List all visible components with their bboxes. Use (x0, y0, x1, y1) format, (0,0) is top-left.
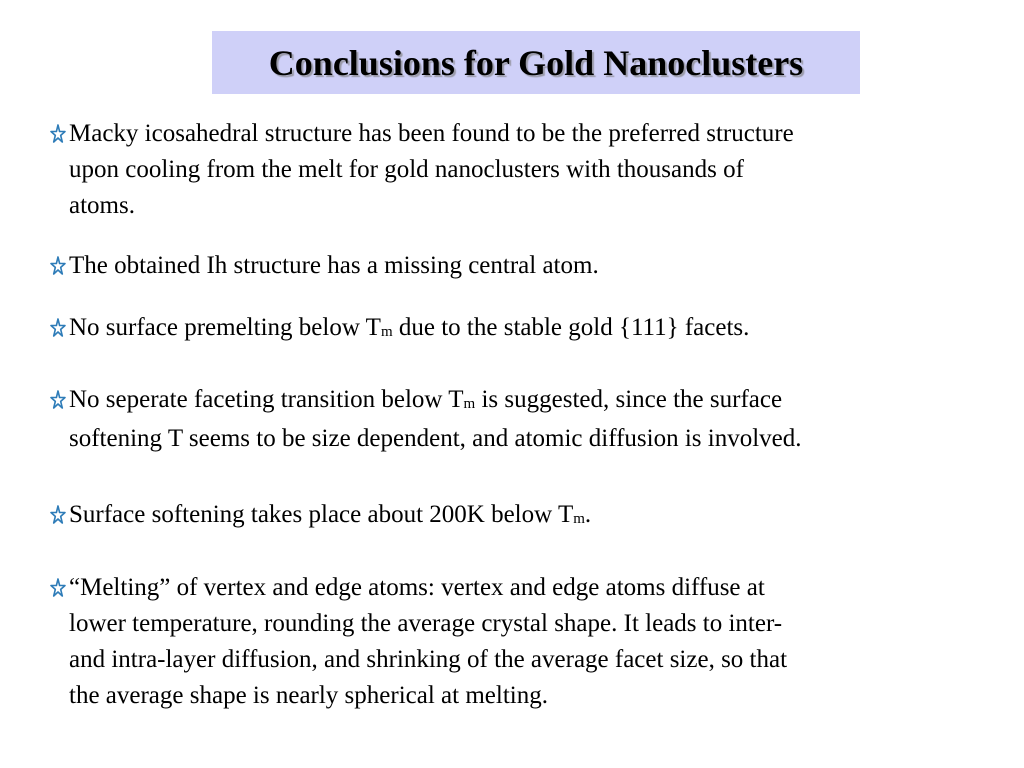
title-box (212, 31, 860, 94)
bullet-line (69, 310, 980, 349)
bullet-line: upon cooling from the melt for gold nanoclusters with thousands of (69, 156, 744, 183)
bullet-line: and intra-layer diffusion, and shrinking of the average facet size, so that (69, 646, 788, 673)
bullet-line: atoms. (69, 192, 135, 219)
bullet-text-part: No surface premelting below T (69, 314, 381, 341)
bullet-line: The obtained Ih structure has a missing central atom. (69, 252, 599, 279)
bullet-line (69, 382, 980, 421)
bullet-text (69, 310, 980, 349)
subscript: m (573, 511, 585, 527)
bullet-item (50, 382, 980, 457)
bullet-text-part: is suggested, since the surface (475, 386, 783, 413)
bullet-item (50, 116, 980, 224)
bullet-text (69, 248, 980, 284)
star-bullet-icon (50, 504, 66, 526)
bullet-text-part: . (584, 501, 592, 528)
star-bullet-icon (50, 317, 66, 339)
bullet-line: lower temperature, rounding the average crystal shape. It leads to inter- (69, 610, 783, 637)
star-bullet-icon (50, 123, 66, 145)
star-bullet-icon (50, 389, 66, 411)
star-bullet-icon (50, 255, 66, 277)
bullet-text-part: Surface softening takes place about 200K below T (69, 501, 574, 528)
bullet-line: “Melting” of vertex and edge atoms: vertex and edge atoms diffuse at (69, 574, 765, 601)
bullet-item (50, 310, 980, 349)
bullet-text-part: due to the stable gold {111} facets. (392, 314, 750, 341)
star-bullet-icon (50, 577, 66, 599)
bullet-item (50, 570, 980, 714)
bullet-text (69, 570, 980, 714)
bullet-line: softening T seems to be size dependent, and atomic diffusion is involved. (69, 425, 802, 452)
bullet-item (50, 497, 980, 536)
bullet-line (69, 497, 980, 536)
bullet-text (69, 382, 980, 457)
subscript: m (463, 396, 476, 412)
bullet-text (69, 116, 980, 224)
subscript: m (380, 324, 393, 340)
slide-title: Conclusions for Gold Nanoclusters (268, 42, 804, 83)
bullet-line: Macky icosahedral structure has been found to be the preferred structure (69, 120, 794, 147)
bullet-text-part: No seperate faceting transition below T (69, 386, 464, 413)
bullet-text (69, 497, 980, 536)
bullet-line: the average shape is nearly spherical at melting. (69, 682, 548, 709)
bullet-item (50, 248, 980, 284)
